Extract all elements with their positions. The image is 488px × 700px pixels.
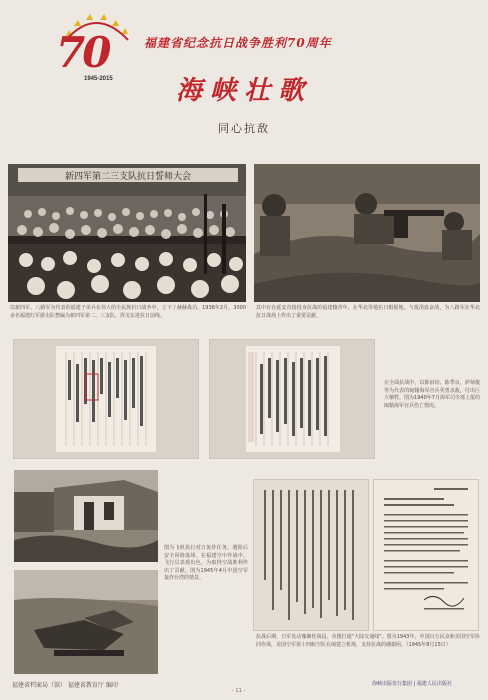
document-page (56, 346, 156, 452)
page-number: - 11 - (232, 688, 246, 694)
document-scan-2 (210, 340, 374, 458)
header-title: 福建省纪念抗日战争胜利70周年 (144, 36, 332, 50)
photo-rally (8, 164, 246, 302)
caption-aircraft: 图为飞机执行对日轰炸任务。遇险后安全回降落场。在福建空中作战中，飞行员表现出色，为取得空战胜利作出了贡献。图为1945年4月中国空军轰炸台湾的情景。 (164, 545, 248, 581)
photo-wreckage (14, 570, 158, 674)
logo-number: 70 (56, 28, 109, 77)
handwritten-letter (254, 480, 368, 630)
photo-building (14, 470, 158, 562)
document-page (246, 346, 340, 452)
caption-soldiers: 其中有在延安直接投身抗战的福建籍青年，在华北等地抗日根据地，与敌浴血奋战，为八路军在华北抗日战场上作出了重要贡献。 (256, 305, 480, 319)
caption-rally: 以新四军、八路军为代表的福建子弟兵在伟大的全民族抗日战争中，立下了赫赫战功。1938年2月，3000多名福建红军游击队整编为新四军第二、三支队，挥戈东进抗日前线。 (10, 305, 246, 319)
caption-letters: 抗战后期，日军发动豫湘桂战役，企图打通"大陆交通线"。图为1943年，中国百万民众和美国空军协同作战，美国空军第十四航空队在闽建立机场，支持抗战的感谢函。（1945年8月15日） (256, 634, 480, 648)
typed-letter (374, 480, 478, 630)
document-scan-1 (14, 340, 198, 458)
section-subtitle: 同心抗敌 (218, 122, 270, 135)
main-title: 海峡壮歌 (175, 76, 312, 106)
rally-banner-text: 新四军第二三支队抗日誓师大会 (64, 172, 192, 182)
logo-years: 1945-2015 (84, 76, 113, 82)
photo-soldiers (254, 164, 480, 302)
caption-navy-document: 在全面抗战中，以陈佰钧、陈季良、萨师俊等为代表的闽籍海军官兵英勇杀敌，付出巨大牺牲。图为1940年7月海军司令部上报的闽籍海军官兵伤亡情况。 (384, 380, 480, 409)
footer-press: 海峡出版发行集团 | 福建人民出版社 (372, 681, 452, 687)
footer-publisher: 福建省档案局（馆） 福建省教育厅 编印 (12, 682, 118, 689)
